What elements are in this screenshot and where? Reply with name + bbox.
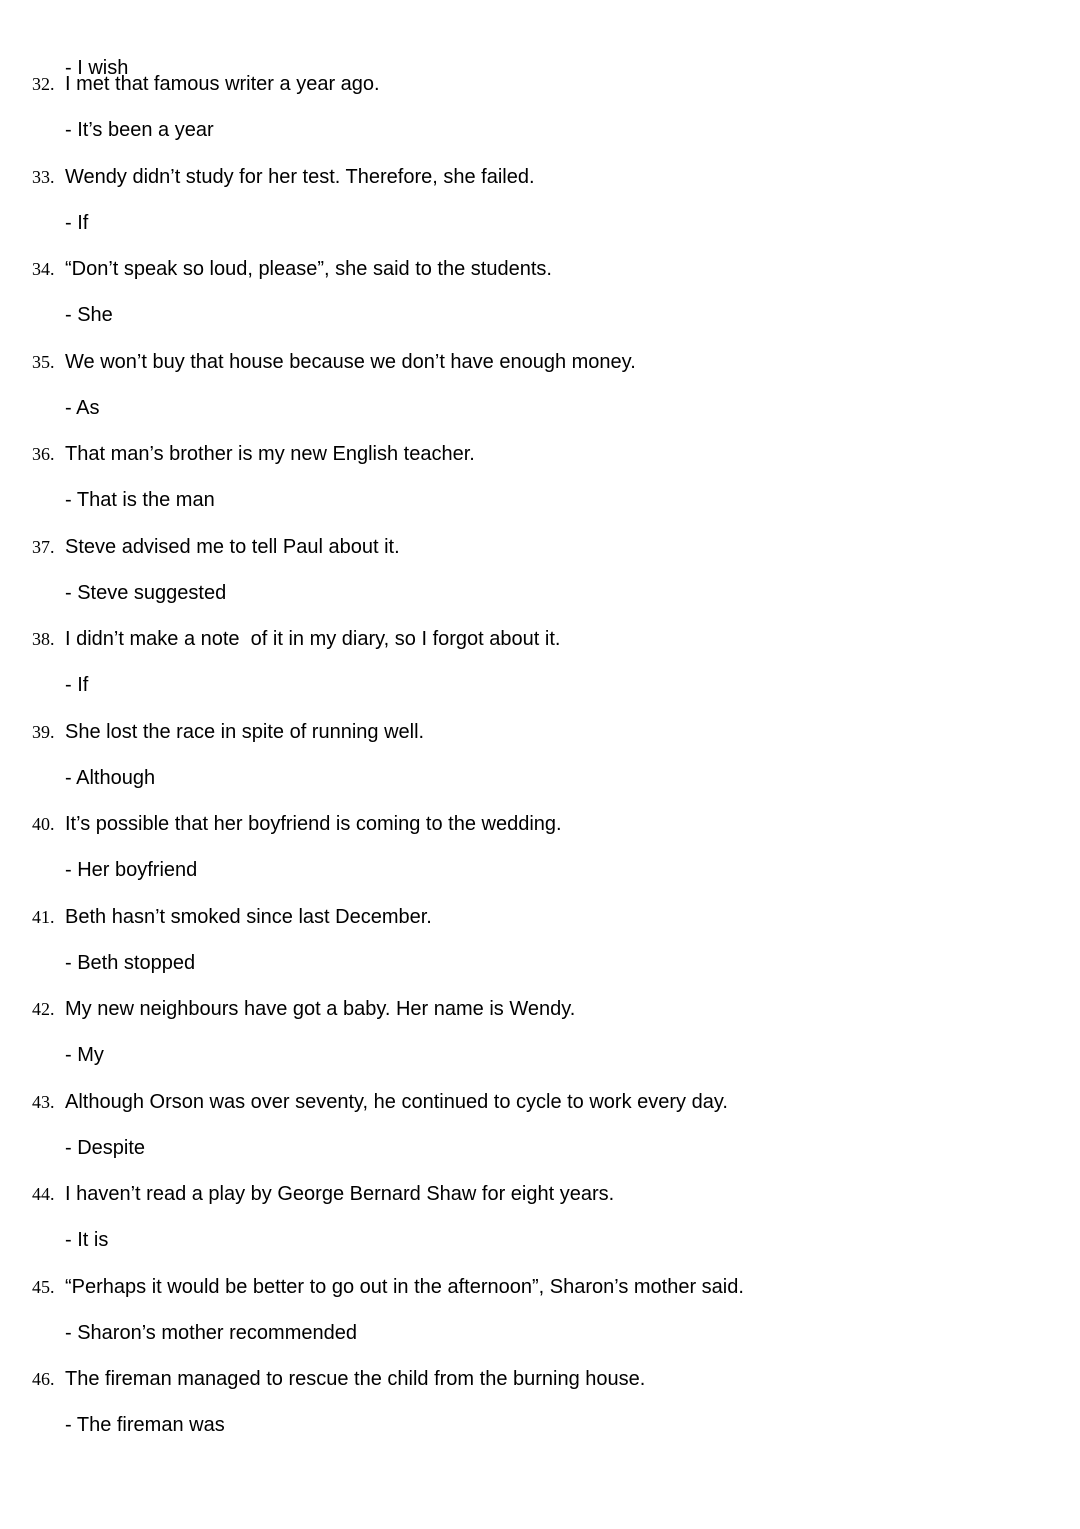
item-sentence: I haven’t read a play by George Bernard Shaw for eight years.: [65, 1183, 615, 1205]
answer-prompt: - If: [65, 674, 89, 697]
item-sentence: My new neighbours have got a baby. Her name is Wendy.: [65, 998, 576, 1020]
item-number: 35.: [32, 351, 55, 372]
item-sentence: Wendy didn’t study for her test. Therefore, she failed.: [65, 165, 535, 188]
answer-prompt: - Sharon’s mother recommended: [65, 1321, 357, 1344]
item-number: 38.: [32, 629, 55, 649]
item-number: 32.: [32, 74, 55, 94]
item-number: 45.: [32, 1276, 55, 1297]
item-number: 36.: [32, 444, 55, 464]
answer-prompt: - Despite: [65, 1136, 146, 1159]
item-number: 43.: [32, 1091, 55, 1112]
item-number: 39.: [32, 721, 55, 742]
item-sentence: It’s possible that her boyfriend is coming to the wedding.: [65, 813, 562, 835]
item-number: 46.: [32, 1369, 55, 1389]
item-sentence: “Don’t speak so loud, please”, she said to the students.: [65, 258, 552, 280]
item-number: 44.: [32, 1184, 55, 1204]
answer-prompt: - I wish: [65, 57, 129, 79]
answer-prompt: - She: [65, 304, 113, 327]
item-number: 42.: [32, 999, 55, 1019]
answer-prompt: - My: [65, 1044, 104, 1067]
answer-prompt: - It is: [65, 1229, 109, 1252]
lead-prompt-line: [0, 23, 129, 79]
item-number: 40.: [32, 814, 55, 834]
answer-prompt: - Although: [65, 766, 156, 789]
item-sentence: “Perhaps it would be better to go out in the afternoon”, Sharon’s mother said.: [65, 1275, 744, 1298]
item-sentence: Although Orson was over seventy, he continued to cycle to work every day.: [65, 1090, 728, 1113]
item-sentence: The fireman managed to rescue the child from the burning house.: [65, 1368, 646, 1390]
item-number: 41.: [32, 906, 55, 927]
item-number: 33.: [32, 166, 55, 187]
answer-prompt: - Steve suggested: [65, 581, 227, 604]
answer-prompt: - Her boyfriend: [65, 859, 198, 882]
answer-prompt: - If: [65, 211, 89, 234]
answer-prompt: - It’s been a year: [65, 119, 214, 142]
item-number: 37.: [32, 536, 55, 557]
item-sentence: She lost the race in spite of running well.: [65, 720, 425, 743]
item-sentence: Beth hasn’t smoked since last December.: [65, 905, 432, 928]
item-sentence: We won’t buy that house because we don’t have enough money.: [65, 350, 636, 373]
answer-prompt: - As: [65, 396, 100, 419]
item-sentence: I met that famous writer a year ago.: [65, 73, 380, 95]
item-sentence: That man’s brother is my new English teacher.: [65, 443, 475, 465]
answer-prompt: - Beth stopped: [65, 951, 196, 974]
item-sentence: I didn’t make a note of it in my diary, so I forgot about it.: [65, 628, 561, 650]
item-number: 34.: [32, 259, 55, 279]
answer-prompt: - The fireman was: [65, 1414, 225, 1437]
answer-prompt: - That is the man: [65, 489, 215, 512]
item-sentence: Steve advised me to tell Paul about it.: [65, 535, 400, 558]
